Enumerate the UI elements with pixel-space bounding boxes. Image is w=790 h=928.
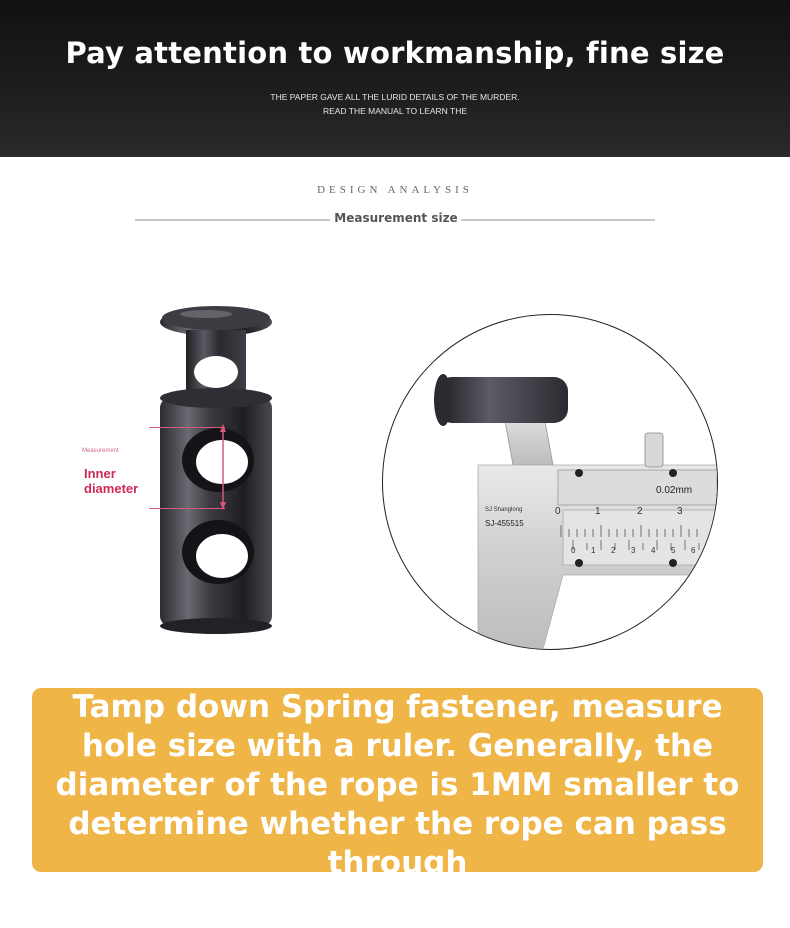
inner-diameter-label	[84, 466, 138, 496]
caliper-brand: SJ Shanglong	[485, 507, 523, 513]
lower-scale	[569, 546, 709, 558]
caliper-detail-image	[382, 314, 718, 650]
annotation-small-label: Measurement	[82, 448, 119, 454]
lower-scale-4: 4	[651, 546, 656, 555]
annotation-line-top	[149, 427, 225, 428]
cord-lock-image	[150, 300, 290, 640]
design-analysis-heading: DESIGN ANALYSIS	[317, 184, 473, 196]
measurement-divider	[135, 211, 655, 225]
lower-scale-1: 1	[591, 546, 596, 555]
info-box-text: Tamp down Spring fastener, measure hole size with a ruler. Generally, the diameter of the rope is 1MM smaller to determine whether the rope can pass through	[55, 689, 740, 881]
upper-scale-2: 2	[637, 506, 643, 517]
header-banner	[0, 0, 790, 157]
caliper-model: SJ-455515	[485, 519, 524, 528]
subtitle-line-2: READ THE MANUAL TO LEARN THE	[322, 106, 468, 116]
lower-scale-3: 3	[631, 546, 636, 555]
page-title: Pay attention to workmanship, fine size	[65, 36, 725, 70]
inner-label: Inner	[84, 466, 116, 481]
lower-scale-2: 2	[611, 546, 616, 555]
diameter-label: diameter	[84, 481, 139, 496]
divider-line-left	[135, 219, 330, 221]
subtitle-line-1: THE PAPER GAVE ALL THE LURID DETAILS OF THE MURDER.	[270, 92, 520, 102]
lower-scale-6: 6	[691, 546, 696, 555]
annotation-line-bottom	[149, 508, 225, 509]
lower-scale-5: 5	[671, 546, 676, 555]
measurement-size-label: Measurement size	[334, 211, 458, 225]
lower-scale-0: 0	[571, 546, 576, 555]
upper-scale-3: 3	[677, 506, 683, 517]
caliper-precision: 0.02mm	[656, 485, 693, 496]
upper-scale-1: 1	[595, 506, 601, 517]
upper-scale-0: 0	[555, 506, 561, 517]
info-box	[32, 688, 763, 881]
divider-line-right	[461, 219, 655, 221]
upper-scale	[553, 506, 693, 520]
